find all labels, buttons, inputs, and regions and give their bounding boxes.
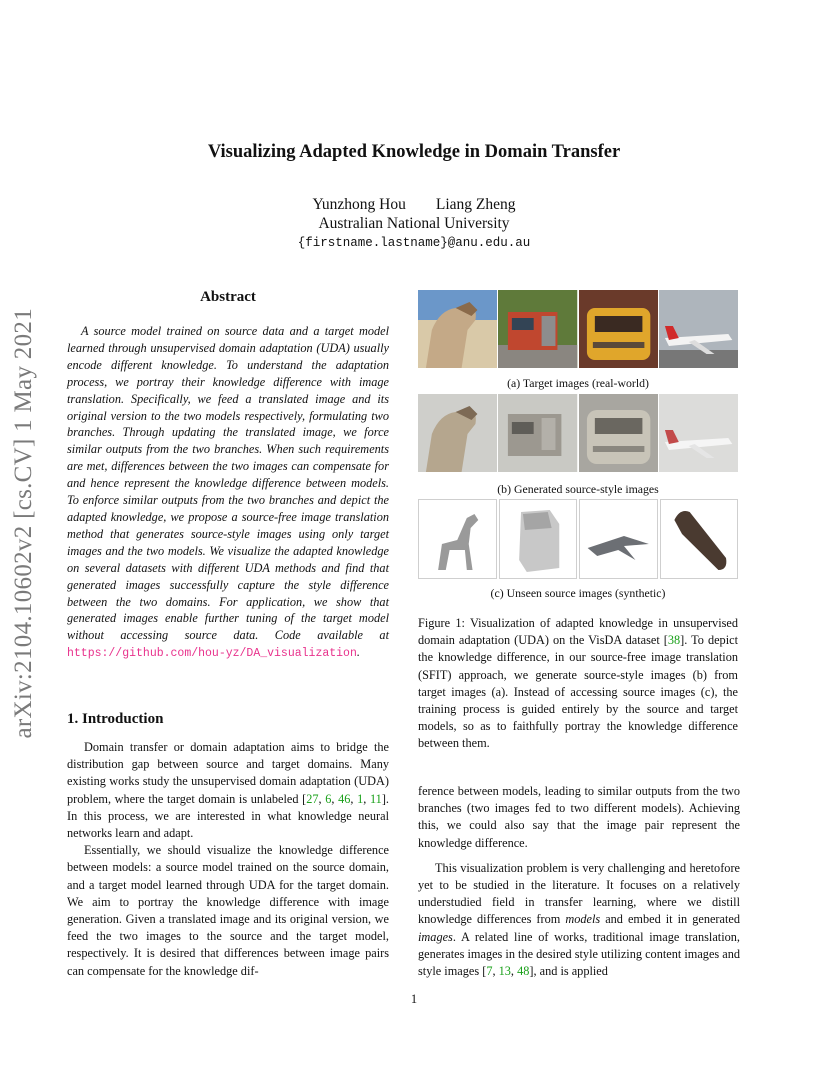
source-images-row: [418, 499, 738, 577]
abstract-heading: Abstract: [200, 289, 256, 305]
intro-paragraph: ference between models, leading to similar outputs from the two branches (two images fed to two different models). Achieving this, we could also say that the image pair represent the knowledge difference.: [418, 784, 740, 850]
generated-truck-image: [498, 394, 578, 472]
intro-paragraph: Essentially, we should visualize the knowledge difference between models: a source model trained on the source domain, and a target model learned through UDA for the target domain. We aim to portray the knowledge difference with image generation. Given a translated image and its original version, we feed the two images to the source and the target model, respectively. It is desired that differences between image pairs can compensate for the knowledge dif-: [67, 843, 389, 978]
synthetic-horse-image: [418, 499, 497, 579]
citation-link[interactable]: 46: [338, 791, 351, 806]
subcaption-b: (b) Generated source-style images: [497, 482, 659, 496]
citation-link[interactable]: 11: [369, 791, 382, 806]
code-link[interactable]: https://github.com/hou-yz/DA_visualization: [67, 647, 357, 661]
citation-link[interactable]: 38: [667, 633, 681, 648]
horse-photo: [418, 290, 498, 368]
generated-airplane-image: [659, 394, 738, 472]
truck-photo: [498, 290, 578, 368]
generated-train-image: [579, 394, 659, 472]
generated-images-row: [418, 394, 738, 472]
synthetic-airplane-image: [579, 499, 658, 579]
paper-title: Visualizing Adapted Knowledge in Domain Transfer: [207, 142, 621, 162]
train-photo: [579, 290, 659, 368]
author-name: Yunzhong Hou: [312, 196, 406, 213]
synthetic-knife-image: [660, 499, 739, 579]
author-name: Liang Zheng: [435, 196, 516, 213]
citation-link[interactable]: 27: [306, 791, 319, 806]
author-email: {firstname.lastname}@anu.edu.au: [297, 236, 531, 250]
citation-link[interactable]: 13: [498, 964, 511, 979]
author-list: [0, 196, 828, 214]
subcaption-c: (c) Unseen source images (synthetic): [490, 586, 666, 600]
generated-horse-image: [418, 394, 498, 472]
synthetic-truck-image: [499, 499, 578, 579]
introduction-heading: 1. Introduction: [67, 711, 164, 727]
citation-link[interactable]: 6: [325, 791, 332, 806]
intro-right-column: [418, 783, 740, 980]
intro-paragraph: This visualization problem is very challenging and heretofore yet to be studied in the literature. It focuses on a relatively understudied field in transfer learning, where we distill knowledge differences from models and embed it in generated images. A related line of works, traditional image translation, generates images in the desired style utilizing content images and style images [7, 13, 48], and is applied: [418, 860, 741, 979]
figure-caption: Figure 1: Visualization of adapted knowledge in unsupervised domain adaptation (UDA) on the VisDA dataset [38]. To depict the knowledge difference, in our source-free image translation (SFIT) approach, we generate source-style images (b) from target images (a). Instead of accessing source images (c), the training process is guided entirely by the source and target models, so as to faithfully portray the knowledge difference between them.: [418, 616, 738, 751]
intro-paragraph: Domain transfer or domain adaptation aims to bridge the distribution gap between source and target domains. Many existing works study the unsupervised domain adaptation (UDA) problem, where the target domain is unlabeled [27, 6, 46, 1, 11]. In this process, we are interested in what knowledge neural networks learn and adapt.: [67, 740, 389, 841]
abstract-body: A source model trained on source data and a target model learned through unsupervised domain adaptation (UDA) usually encode different knowledge. To understand the adaptation process, we portray their knowledge difference with image translation. Specifically, we feed a translated image and its original version to the two models respectively, formulating two branches. Through updating the translated image, we force similar outputs from the two branches. When such requirements are met, differences between the two images can compensate for and hence represent the knowledge difference between models. To enforce similar outputs from the two branches and depict the adapted knowledge, we propose a source-free image translation method that generates source-style images using only target images and the two models. We visualize the adapted knowledge on several datasets with different UDA methods and find that generated images successfully capture the style difference between the two domains. For application, we show that generated images enable further tuning of the target model without accessing source data. Code available at https://github.com/hou-yz/DA_visualization.: [67, 324, 389, 661]
arxiv-identifier: arXiv:2104.10602v2 [cs.CV] 1 May 2021: [10, 307, 37, 739]
page-number: 1: [410, 992, 418, 1006]
subcaption-a: (a) Target images (real-world): [507, 376, 649, 390]
affiliation: Australian National University: [318, 215, 510, 232]
citation-link[interactable]: 1: [357, 791, 364, 806]
target-images-row: [418, 290, 738, 368]
citation-link[interactable]: 7: [486, 964, 493, 979]
airplane-photo: [659, 290, 738, 368]
intro-left-column: [67, 739, 389, 980]
citation-link[interactable]: 48: [517, 964, 530, 979]
